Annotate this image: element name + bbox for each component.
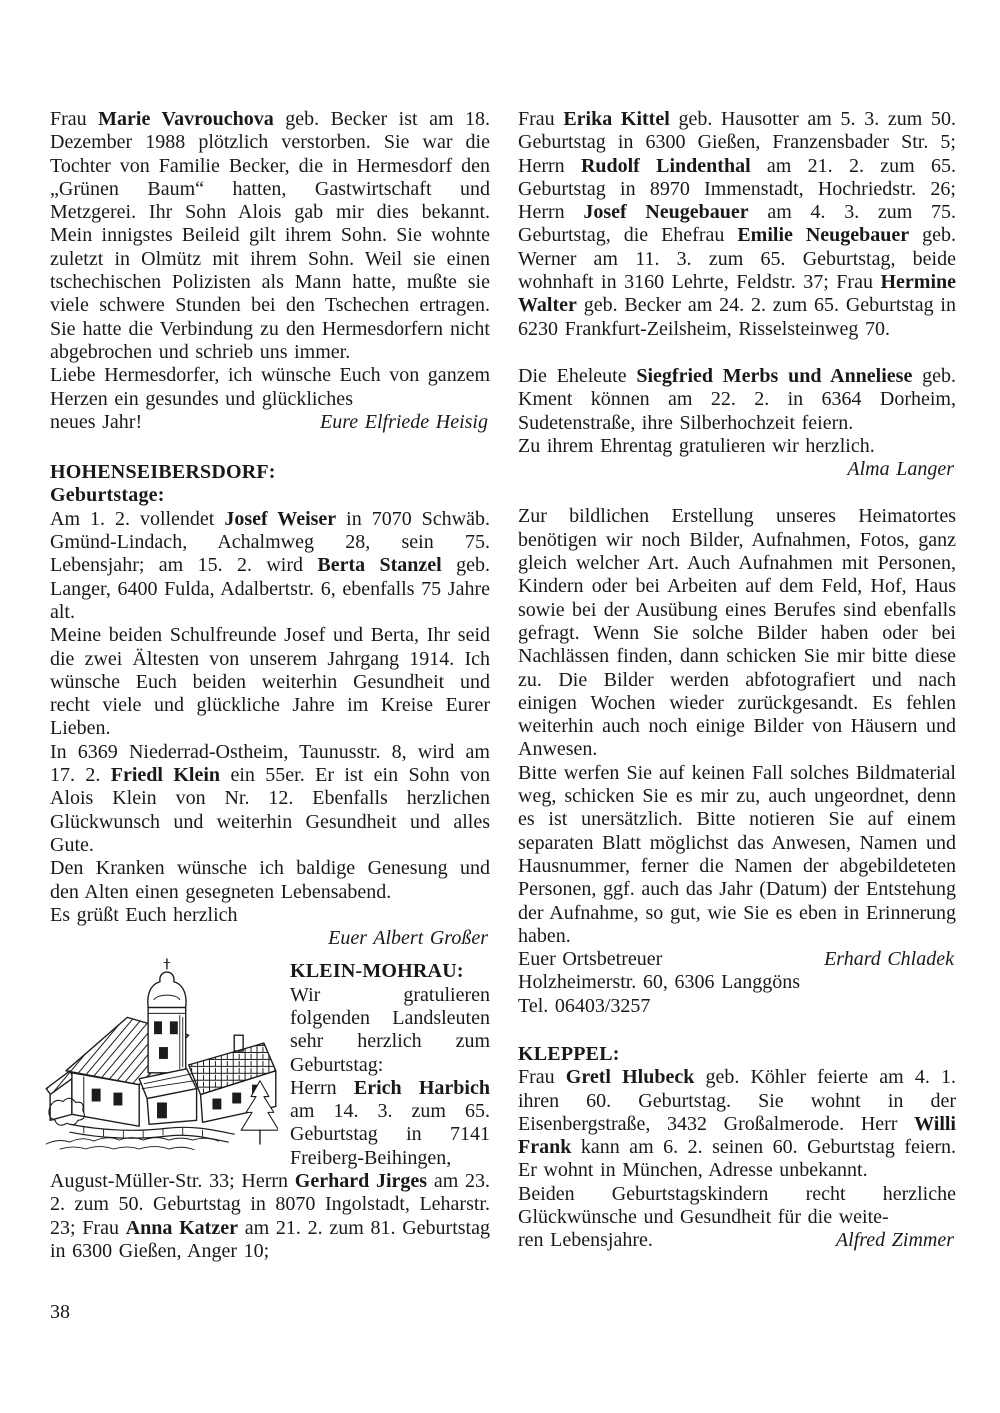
paragraph <box>518 971 956 994</box>
person-name: Gretl Hlubeck <box>565 1066 695 1089</box>
text-run: Zur bildlichen Erstellung unseres Heimatortes benötigen wir noch Bilder, Aufnahmen, Fotos, ganz gleich welcher Art. Auch Aufnahmen mit Personen, Kindern oder bei Arbeiten auf dem Feld, Hof, Haus sowie bei der Ausübung eines Berufes sind ebenfalls gefragt. Wenn Sie solche Bilder haben oder bei Nachlässen finden, dann schicken Sie mir bitte diese zu. Die Bilder werden abfotografiert und nach einigen Wochen wieder zurückgesandt. Es fehlen weiterhin auch noch einige Bilder von Häusern und Anwesen. <box>518 505 956 761</box>
signature-left-text: neues Jahr! <box>50 410 143 433</box>
text-run: geb. Becker am 24. 2. zum 65. Geburtstag in 6230 Frankfurt-Zeilsheim, Risselsteinweg 70. <box>518 294 956 340</box>
text-run: geb. Köhler feierte am 4. 1. ihren 60. Geburtstag. Sie wohnt in der Eisenbergstraße, 3432 Großalmerode. Herr <box>518 1066 956 1135</box>
paragraph <box>518 435 956 458</box>
signature-name: Euer Albert Großer <box>328 927 488 950</box>
text-run: geb. Becker ist am 18. Dezember 1988 plötzlich verstorben. Sie war die Tochter von Familie Becker, die in Hermesdorf den „Grünen Baum“ hatten, Gastwirtschaft und Metzgerei. Ihr Sohn Alois gab mir dies bekannt. Mein innigstes Beileid gilt ihrem Sohn. Sie wohnte zuletzt in Olmütz mit ihrem Sohn. Weil sie einen tschechischen Polizisten als Mann hatte, mußte sie viele schwere Stunden bei den Tschechen ertragen. Sie hatte die Verbindung zu den Hermesdorfern nicht abgebrochen und schrieb uns immer. <box>50 108 490 363</box>
section-heading: Geburtstage: <box>50 484 165 507</box>
text-run: Zu ihrem Ehrentag gratulieren wir herzlich. <box>518 434 875 457</box>
signature-line <box>50 411 490 434</box>
paragraph <box>518 365 956 435</box>
paragraph <box>50 857 490 904</box>
text-run: Es grüßt Euch herzlich <box>50 903 238 926</box>
text-run: Holzheimerstr. 60, 6306 Langgöns <box>518 971 800 994</box>
person-name: Siegfried Merbs und Anneliese <box>636 364 913 387</box>
text-run: am 14. 3. zum 65. Geburtstag in 7141 Freiberg-Beihingen, August-Müller-Str. 33; Herrn <box>50 1100 490 1193</box>
text-run: kann am 6. 2. seinen 60. Geburtstag feiern. Er wohnt in München, Adresse unbekannt. <box>518 1136 956 1182</box>
paragraph <box>518 762 956 948</box>
text-run: ein 55er. Er ist ein Sohn von Alois Klein von Nr. 12. Ebenfalls herzlichen Glückwunsch und weiterhin Gesundheit und alles Gute. <box>50 764 490 856</box>
text-run: Beiden Geburtstagskindern recht herzliche Glückwünsche und Gesundheit für die weite- <box>518 1182 956 1229</box>
text-run: Die Eheleute <box>518 364 637 387</box>
text-run: Frau <box>518 108 564 130</box>
section-heading: KLEPPEL: <box>518 1042 620 1065</box>
person-name: Marie Vavrouchova <box>98 108 274 130</box>
text-run: am 4. 3. zum 75. Geburtstag, die Ehefrau <box>518 201 957 247</box>
person-name: Berta Stanzel <box>317 554 442 577</box>
person-name: Erich Harbich <box>353 1076 490 1099</box>
signature-line <box>518 1229 956 1252</box>
text-run: geb. Werner am 11. 3. zum 65. Geburtstag, beide wohnhaft in 3160 Lehrte, Feldstr. 37; Frau <box>518 224 957 294</box>
text-run: Frau <box>50 108 99 130</box>
paragraph <box>518 505 956 761</box>
text-run: Frau <box>518 1066 566 1089</box>
paragraph <box>50 904 490 927</box>
right-column <box>518 108 956 1263</box>
person-name: Emilie Neugebauer <box>737 224 910 247</box>
signature-left-text: Euer Ortsbetreuer <box>518 948 663 971</box>
signature-line <box>50 927 490 950</box>
text-run: Herrn <box>290 1076 354 1099</box>
page-number: 38 <box>50 1301 70 1323</box>
person-name: Gerhard Jirges <box>294 1170 428 1193</box>
text-run: Den Kranken wünsche ich baldige Genesung und den Alten einen gesegneten Lebensabend. <box>50 857 490 903</box>
two-column-text <box>50 108 956 1263</box>
signature-line <box>518 948 956 971</box>
signature-name: Eure Elfriede Heisig <box>320 410 488 433</box>
text-run: Bitte werfen Sie auf keinen Fall solches Bildmaterial weg, schicken Sie es mir zu, auch ungeordnet, denn es ist unersätzlich. Bitte notieren Sie auf einem separaten Blatt möglichst das Anwesen, Namen und Hausnummer, ferner die Namen der abgebildeteten Personen, ggf. auch das Jahr (Datum) der Entstehung der Aufnahme, so gut, wie Sie es eben in Erinnerung haben. <box>518 761 956 947</box>
signature-name: Erhard Chladek <box>824 948 954 971</box>
person-name: Josef Neugebauer <box>583 201 749 224</box>
figure-text-wrap <box>50 960 490 1263</box>
person-name: Friedl Klein <box>110 764 221 787</box>
text-run: am 23. 2. zum 50. Geburtstag in 8070 Ingolstadt, Leharstr. 23; Frau <box>50 1170 490 1239</box>
text-run: Tel. 06403/3257 <box>518 994 651 1017</box>
text-run: in 7070 Schwäb. Gmünd-Lindach, Achalmweg 28, sein 75. Lebensjahr; am 15. 2. wird <box>50 507 490 577</box>
paragraph <box>50 508 490 624</box>
paragraph <box>518 108 956 341</box>
text-run: am 21. 2. zum 65. Geburtstag in 8970 Immenstadt, Hochriedstr. 26; Herrn <box>518 154 956 224</box>
village-church-sketch <box>40 956 278 1150</box>
text-run: Wir gratulieren folgenden Landsleuten sehr herzlich zum Geburtstag: <box>290 983 490 1076</box>
person-name: Hermine Walter <box>518 271 956 317</box>
paragraph <box>50 624 490 740</box>
paragraph <box>50 741 490 857</box>
text-run: Am 1. 2. vollendet <box>50 507 225 530</box>
signature-name: Alma Langer <box>847 458 954 481</box>
signature-left-text: ren Lebensjahre. <box>518 1229 653 1252</box>
section-heading: HOHENSEIBERSDORF: <box>50 461 276 484</box>
paragraph <box>50 108 490 364</box>
paragraph <box>518 1066 956 1182</box>
text-run: geb. Hausotter am 5. 3. zum 50. Geburtstag in 6300 Gießen, Franzensbader Str. 5; Herrn <box>518 108 956 177</box>
signature-line <box>518 458 956 481</box>
section-heading: KLEIN-MOHRAU: <box>290 960 464 983</box>
paragraph <box>50 364 490 411</box>
text-run: In 6369 Niederrad-Ostheim, Taunusstr. 8, wird am 17. 2. <box>50 740 490 787</box>
person-name: Anna Katzer <box>125 1216 238 1239</box>
left-column <box>50 108 490 1263</box>
signature-name: Alfred Zimmer <box>835 1229 954 1252</box>
text-run: Liebe Hermesdorfer, ich wünsche Euch von ganzem Herzen ein gesundes und glückliches <box>50 364 490 410</box>
person-name: Erika Kittel <box>563 108 670 130</box>
text-run: Meine beiden Schulfreunde Josef und Berta, Ihr seid die zwei Ältesten von unserem Jahrgang 1914. Ich wünsche Euch beiden weiterhin Gesundheit und recht viele und glückliche Jahre im Kreise Eurer Lieben. <box>50 624 490 740</box>
text-run: geb. Langer, 6400 Fulda, Adalbertstr. 6, ebenfalls 75 Jahre alt. <box>50 554 491 623</box>
person-name: Rudolf Lindenthal <box>580 154 751 177</box>
paragraph <box>518 995 956 1018</box>
person-name: Josef Weiser <box>224 507 337 530</box>
person-name: Willi Frank <box>518 1112 956 1159</box>
text-run: geb. Kment können am 22. 2. in 6364 Dorheim, Sudetenstraße, ihre Silberhochzeit feiern. <box>518 364 956 434</box>
text-run: am 21. 2. zum 81. Geburtstag in 6300 Gießen, Anger 10; <box>50 1216 490 1262</box>
paragraph <box>518 1183 956 1230</box>
